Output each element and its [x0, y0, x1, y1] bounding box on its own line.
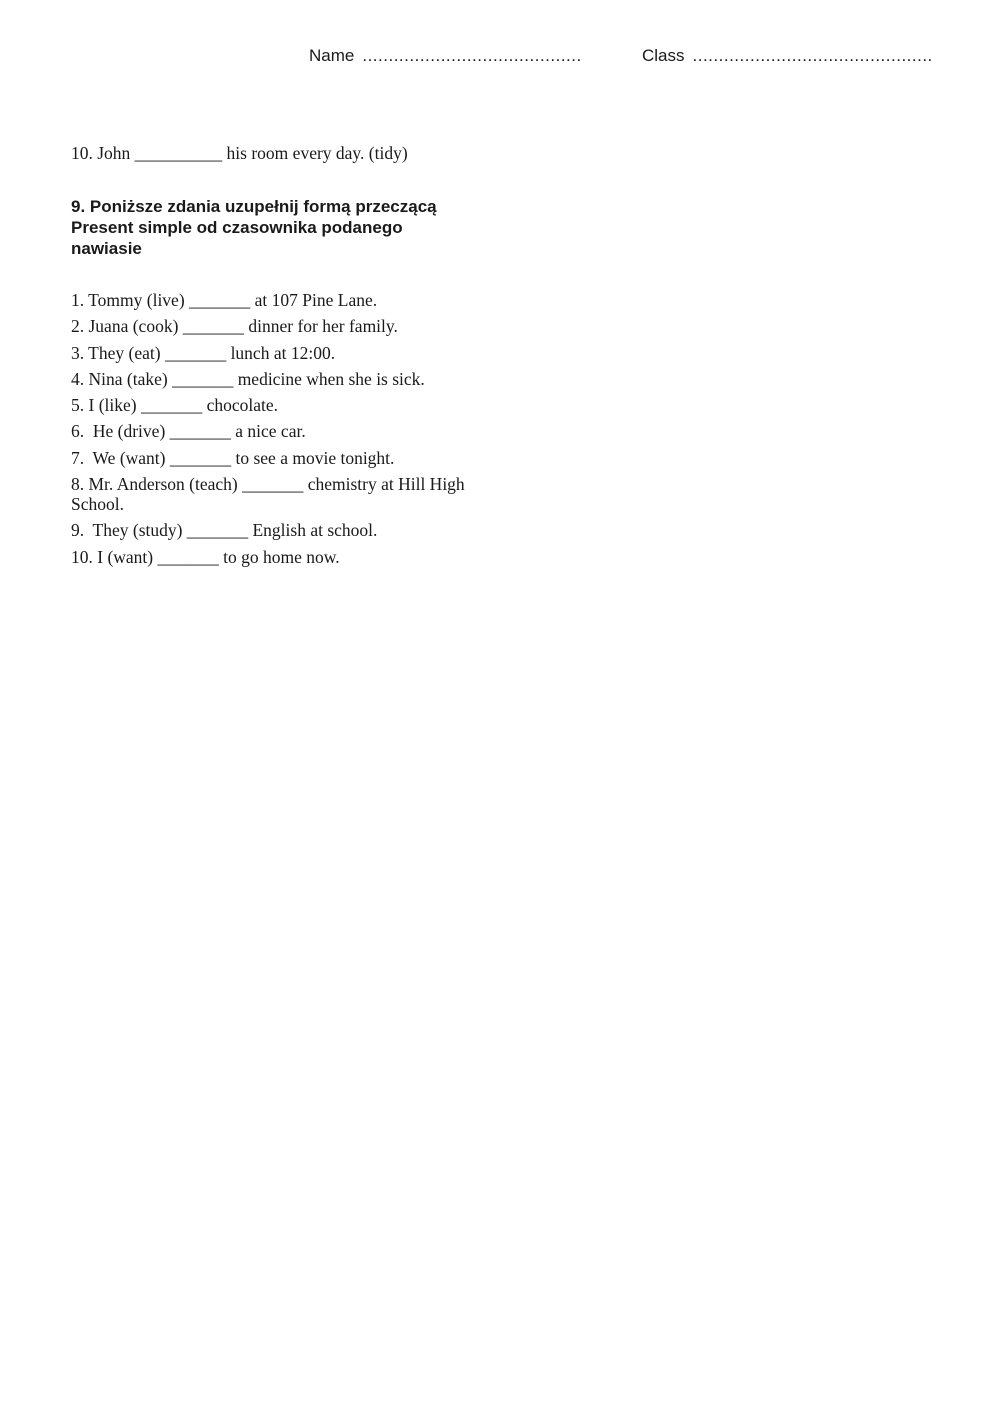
exercise-item: 7. We (want) _______ to see a movie tonight. — [71, 447, 395, 468]
class-field[interactable] — [642, 46, 933, 66]
name-blank[interactable]: .......................................... — [362, 46, 582, 65]
class-blank[interactable]: .............................................. — [692, 46, 933, 65]
name-field[interactable] — [309, 46, 582, 66]
exercise-item: 3. They (eat) _______ lunch at 12:00. — [71, 342, 336, 363]
exercise-item: 9. They (study) _______ English at school. — [71, 520, 378, 541]
exercise-item: 4. Nina (take) _______ medicine when she is sick. — [71, 368, 425, 389]
section-title-line: 9. Poniższe zdania uzupełnij formą przeczącą — [71, 197, 437, 216]
worksheet-header — [0, 46, 1000, 70]
name-label: Name — [309, 46, 355, 65]
section-title-line: Present simple od czasownika podanego — [71, 218, 403, 237]
section-title — [71, 196, 491, 259]
exercise-item: 1. Tommy (live) _______ at 107 Pine Lane. — [71, 290, 378, 310]
section-title-line: nawiasie — [71, 239, 142, 258]
exercise-list — [71, 290, 471, 573]
exercise-item: 2. Juana (cook) _______ dinner for her family. — [71, 316, 398, 337]
exercise-item: 6. He (drive) _______ a nice car. — [71, 421, 306, 442]
exercise-item: 8. Mr. Anderson (teach) _______ chemistry at Hill High School. — [71, 474, 470, 515]
exercise-item: 10. I (want) _______ to go home now. — [71, 546, 340, 567]
previous-exercise-item: 10. John __________ his room every day. (tidy) — [71, 143, 408, 163]
class-label: Class — [642, 46, 685, 65]
exercise-item: 5. I (like) _______ chocolate. — [71, 395, 279, 416]
